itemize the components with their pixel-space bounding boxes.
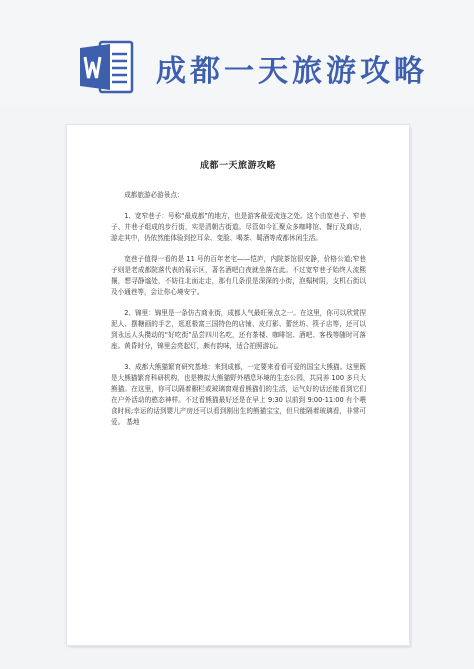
paragraph-jinli: 2、锦里：锦里是一条仿古商业街，成都人气最旺景点之一。在这里，你可以欣赏捏泥人、摆糖画的手艺，逛逛极富三国特色的店铺、皮灯影、蕾丝坊、筷子店等，还可以到永远人头攒动的“好吃街”品尝四川名吃，还有茶楼、咖啡馆、酒吧、客栈等随时可落座。黄昏时分，锦里会亮起灯，颇有韵味，适合拍照游玩。	[111, 309, 366, 350]
paragraph-kuanzhai-alley: 1、宽窄巷子：号称“最成都”的地方，也是游客最爱流连之处。这个由宽巷子、窄巷子、井巷子组成的步行街，实是清朝古街道。尽管如今汇聚众多咖啡馆、餐厅及商店，游走其中，仍依然能体验到挖耳朵、变脸、喝茶、蜀酒等成都休闲生活。	[111, 212, 366, 242]
paragraph-panda-base: 3、成都大熊猫繁育研究基地：来到成都，一定要来看看可爱的国宝大熊猫。这里既是大熊猫繁育科研机构，也是模拟大熊猫野外栖息环境的生态公园，共同养 100 多只大熊猫。在这里，你可以隔着橱栏或玻璃窗观看熊猫们的生活，运气好的话还能看到它们在户外活动的憨态神样。不过看熊猫最好还是在早上 9:30 以前到 9:00-11:00 有个喂食时间;幸运的话到婴儿产房还可以看到刚出生的熊猫宝宝，但只能隔着玻璃看，非常可爱。 基地	[111, 363, 366, 426]
paragraph-kuan-alley-detail: 宽巷子值得一看的是 11 号的百年老宅——恺庐，内院茶馆很安静，价格公道;窄巷子则是老成都院落代表的展示区，著名酒吧白夜就坐落在此。不过宽窄巷子始终人流熙攘，想寻静谧处，不妨往北面走走，那有几条很是深深的小街，泡榻树阴，支机石街以及小通巷等，会让你心境安宁。	[111, 255, 366, 296]
document-page	[66, 124, 410, 646]
paragraph-intro: 成都旅游必游景点：	[124, 191, 184, 199]
document-title: 成都一天旅游攻略	[199, 161, 276, 171]
banner-title: 成都一天旅游攻略	[156, 54, 428, 89]
header-banner	[0, 0, 474, 105]
word-document-icon	[78, 38, 136, 96]
document-body	[111, 190, 366, 438]
